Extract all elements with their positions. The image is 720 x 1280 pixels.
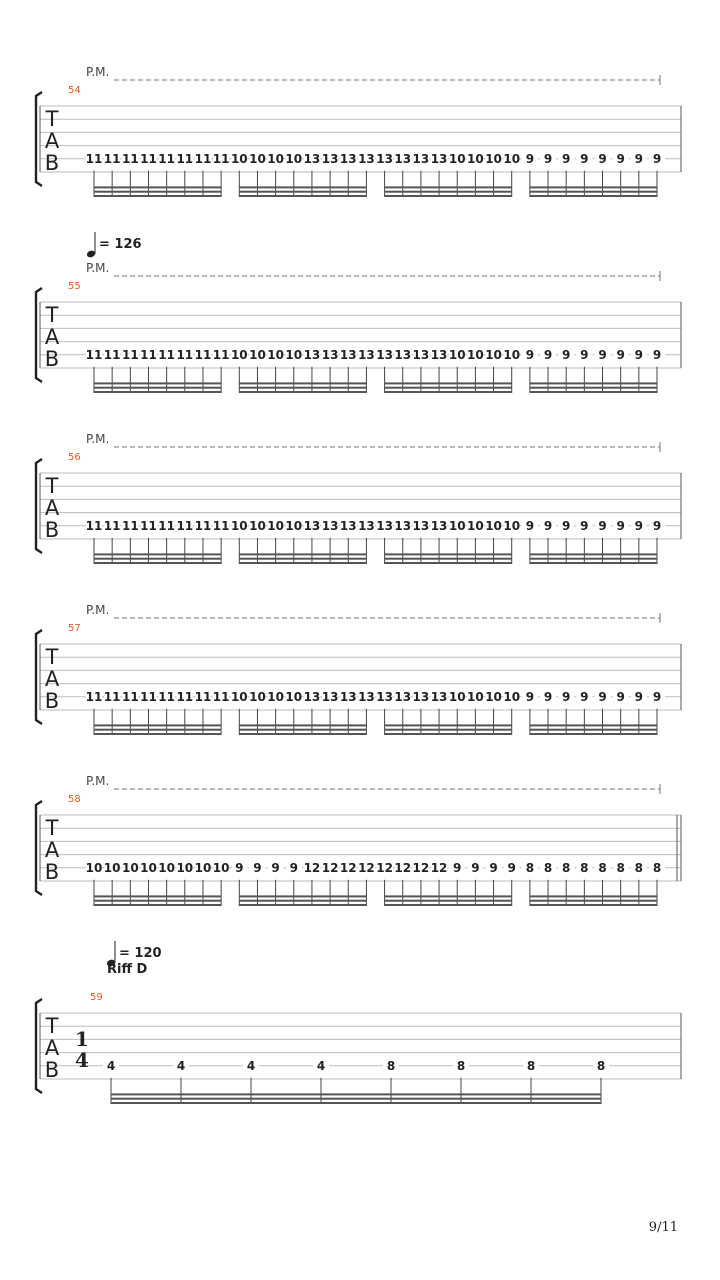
note-beam bbox=[385, 733, 512, 735]
note-beam bbox=[111, 1093, 601, 1095]
fret-number: 8 bbox=[596, 1058, 606, 1073]
fret-number: 11 bbox=[194, 518, 212, 533]
fret-number: 12 bbox=[430, 860, 448, 875]
fret-number: 11 bbox=[140, 518, 157, 533]
fret-number: 13 bbox=[394, 151, 412, 166]
fret-number: 10 bbox=[467, 518, 484, 533]
fret-number: 10 bbox=[140, 860, 157, 875]
fret-number: 10 bbox=[103, 860, 121, 875]
fret-number: 11 bbox=[140, 151, 157, 166]
fret-number: 9 bbox=[562, 689, 571, 704]
fret-number: 9 bbox=[471, 860, 480, 875]
fret-number: 13 bbox=[358, 518, 375, 533]
palm-mute-label: P.M. bbox=[86, 774, 110, 788]
fret-number: 10 bbox=[448, 151, 466, 166]
note-beam bbox=[239, 186, 366, 188]
fret-number: 9 bbox=[543, 518, 553, 533]
fret-number: 8 bbox=[562, 860, 571, 875]
note-beam bbox=[239, 724, 366, 726]
fret-number: 12 bbox=[339, 860, 357, 875]
note-beam bbox=[385, 195, 512, 197]
fret-number: 9 bbox=[525, 689, 535, 704]
note-beam bbox=[94, 191, 221, 193]
fret-number: 8 bbox=[580, 860, 589, 875]
fret-number: 10 bbox=[249, 518, 266, 533]
fret-number: 10 bbox=[485, 151, 502, 166]
fret-number: 11 bbox=[121, 151, 139, 166]
note-beam bbox=[530, 191, 657, 193]
tab-clef-b: B bbox=[44, 689, 60, 713]
fret-number: 11 bbox=[176, 347, 194, 362]
fret-number: 13 bbox=[339, 689, 357, 704]
note-beam bbox=[94, 387, 221, 389]
palm-mute-label: P.M. bbox=[86, 65, 110, 79]
fret-number: 13 bbox=[412, 518, 430, 533]
fret-number: 4 bbox=[246, 1058, 256, 1073]
note-beam bbox=[385, 186, 512, 188]
note-beam bbox=[530, 558, 657, 560]
note-beam bbox=[530, 195, 657, 197]
note-beam bbox=[239, 191, 366, 193]
fret-number: 10 bbox=[249, 347, 266, 362]
measure-number: 57 bbox=[68, 623, 81, 634]
fret-number: 9 bbox=[634, 518, 644, 533]
fret-number: 9 bbox=[562, 518, 571, 533]
fret-number: 11 bbox=[121, 347, 139, 362]
fret-number: 13 bbox=[321, 347, 339, 362]
fret-number: 8 bbox=[525, 860, 535, 875]
fret-number: 13 bbox=[430, 151, 448, 166]
fret-number: 9 bbox=[616, 518, 625, 533]
tab-clef-a: A bbox=[44, 129, 60, 153]
fret-number: 13 bbox=[430, 518, 448, 533]
note-beam bbox=[385, 391, 512, 393]
fret-number: 10 bbox=[230, 518, 248, 533]
fret-number: 8 bbox=[386, 1058, 396, 1073]
note-beam bbox=[530, 391, 657, 393]
fret-number: 13 bbox=[394, 689, 412, 704]
note-beam bbox=[239, 562, 366, 564]
fret-number: 13 bbox=[412, 347, 430, 362]
fret-number: 9 bbox=[235, 860, 244, 875]
fret-number: 13 bbox=[430, 689, 448, 704]
fret-number: 8 bbox=[652, 860, 662, 875]
note-beam bbox=[94, 733, 221, 735]
tab-clef-t: T bbox=[45, 816, 59, 840]
tab-clef-t: T bbox=[45, 645, 59, 669]
fret-number: 10 bbox=[176, 860, 194, 875]
fret-number: 11 bbox=[176, 518, 194, 533]
fret-number: 10 bbox=[285, 518, 303, 533]
fret-number: 10 bbox=[121, 860, 139, 875]
fret-number: 10 bbox=[467, 689, 484, 704]
fret-number: 11 bbox=[103, 347, 121, 362]
fret-number: 13 bbox=[376, 518, 393, 533]
note-beam bbox=[111, 1098, 601, 1100]
fret-number: 13 bbox=[394, 347, 412, 362]
note-beam bbox=[94, 382, 221, 384]
system-59 bbox=[36, 941, 681, 1104]
fret-number: 9 bbox=[543, 347, 553, 362]
fret-number: 9 bbox=[616, 689, 625, 704]
note-beam bbox=[530, 729, 657, 731]
note-beam bbox=[239, 553, 366, 555]
fret-number: 9 bbox=[543, 689, 553, 704]
fret-number: 9 bbox=[489, 860, 498, 875]
tab-clef-t: T bbox=[45, 474, 59, 498]
fret-number: 10 bbox=[285, 151, 303, 166]
fret-number: 12 bbox=[321, 860, 339, 875]
fret-number: 11 bbox=[85, 151, 103, 166]
fret-number: 9 bbox=[652, 518, 662, 533]
fret-number: 9 bbox=[525, 347, 535, 362]
tab-clef-b: B bbox=[44, 860, 60, 884]
note-beam bbox=[239, 391, 366, 393]
fret-number: 11 bbox=[103, 151, 121, 166]
fret-number: 11 bbox=[158, 689, 175, 704]
fret-number: 11 bbox=[103, 689, 121, 704]
fret-number: 11 bbox=[121, 689, 139, 704]
fret-number: 10 bbox=[467, 347, 484, 362]
note-beam bbox=[385, 562, 512, 564]
note-beam bbox=[94, 900, 221, 902]
system-57 bbox=[36, 603, 681, 735]
note-beam bbox=[530, 895, 657, 897]
note-beam bbox=[530, 382, 657, 384]
tempo-marking: = 120 bbox=[119, 946, 162, 961]
fret-number: 11 bbox=[176, 689, 194, 704]
note-beam bbox=[239, 387, 366, 389]
fret-number: 13 bbox=[339, 518, 357, 533]
fret-number: 9 bbox=[543, 151, 553, 166]
fret-number: 4 bbox=[106, 1058, 116, 1073]
note-beam bbox=[530, 387, 657, 389]
fret-number: 11 bbox=[194, 151, 212, 166]
fret-number: 13 bbox=[376, 151, 393, 166]
fret-number: 10 bbox=[85, 860, 103, 875]
system-54 bbox=[36, 65, 681, 197]
fret-number: 11 bbox=[212, 347, 230, 362]
fret-number: 9 bbox=[525, 518, 535, 533]
measure-number: 55 bbox=[68, 281, 81, 292]
measure-number: 54 bbox=[68, 85, 81, 96]
note-beam bbox=[239, 729, 366, 731]
note-beam bbox=[239, 904, 366, 906]
fret-number: 10 bbox=[485, 689, 502, 704]
fret-number: 10 bbox=[285, 689, 303, 704]
fret-number: 11 bbox=[212, 518, 230, 533]
fret-number: 10 bbox=[448, 518, 466, 533]
fret-number: 13 bbox=[303, 151, 321, 166]
fret-number: 11 bbox=[121, 518, 139, 533]
fret-number: 11 bbox=[176, 151, 194, 166]
note-beam bbox=[239, 895, 366, 897]
fret-number: 10 bbox=[503, 689, 521, 704]
note-beam bbox=[385, 191, 512, 193]
note-beam bbox=[530, 724, 657, 726]
note-beam bbox=[385, 895, 512, 897]
tab-clef-b: B bbox=[44, 1058, 60, 1082]
fret-number: 9 bbox=[525, 151, 535, 166]
note-beam bbox=[385, 382, 512, 384]
fret-number: 10 bbox=[212, 860, 230, 875]
fret-number: 8 bbox=[598, 860, 607, 875]
note-beam bbox=[94, 391, 221, 393]
note-beam bbox=[530, 553, 657, 555]
fret-number: 10 bbox=[503, 347, 521, 362]
fret-number: 9 bbox=[562, 151, 571, 166]
fret-number: 13 bbox=[339, 347, 357, 362]
fret-number: 13 bbox=[358, 347, 375, 362]
fret-number: 10 bbox=[194, 860, 212, 875]
fret-number: 11 bbox=[212, 151, 230, 166]
fret-number: 13 bbox=[394, 518, 412, 533]
palm-mute-label: P.M. bbox=[86, 261, 110, 275]
fret-number: 10 bbox=[485, 518, 502, 533]
note-beam bbox=[385, 904, 512, 906]
note-beam bbox=[385, 387, 512, 389]
fret-number: 10 bbox=[230, 151, 248, 166]
note-beam bbox=[239, 558, 366, 560]
note-beam bbox=[94, 724, 221, 726]
measure-number: 56 bbox=[68, 452, 81, 463]
fret-number: 8 bbox=[616, 860, 625, 875]
fret-number: 13 bbox=[412, 151, 430, 166]
fret-number: 11 bbox=[140, 347, 157, 362]
section-label: Riff D bbox=[107, 962, 148, 977]
fret-number: 13 bbox=[376, 689, 393, 704]
fret-number: 9 bbox=[598, 518, 607, 533]
fret-number: 10 bbox=[249, 151, 266, 166]
fret-number: 8 bbox=[634, 860, 644, 875]
fret-number: 13 bbox=[339, 151, 357, 166]
fret-number: 11 bbox=[103, 518, 121, 533]
fret-number: 9 bbox=[580, 151, 589, 166]
system-56 bbox=[36, 432, 681, 564]
tab-clef-b: B bbox=[44, 347, 60, 371]
fret-number: 13 bbox=[303, 518, 321, 533]
fret-number: 13 bbox=[376, 347, 393, 362]
fret-number: 11 bbox=[140, 689, 157, 704]
fret-number: 9 bbox=[253, 860, 262, 875]
fret-number: 12 bbox=[376, 860, 393, 875]
fret-number: 9 bbox=[507, 860, 516, 875]
fret-number: 9 bbox=[598, 689, 607, 704]
fret-number: 13 bbox=[321, 151, 339, 166]
note-beam bbox=[239, 733, 366, 735]
tab-clef-b: B bbox=[44, 518, 60, 542]
note-beam bbox=[385, 729, 512, 731]
fret-number: 10 bbox=[467, 151, 484, 166]
fret-number: 9 bbox=[652, 347, 662, 362]
note-beam bbox=[111, 1102, 601, 1104]
fret-number: 11 bbox=[158, 518, 175, 533]
note-beam bbox=[94, 558, 221, 560]
fret-number: 9 bbox=[634, 347, 644, 362]
fret-number: 13 bbox=[321, 689, 339, 704]
palm-mute-label: P.M. bbox=[86, 603, 110, 617]
fret-number: 11 bbox=[212, 689, 230, 704]
time-signature-top: 1 bbox=[75, 1027, 89, 1051]
tab-clef-a: A bbox=[44, 1036, 60, 1060]
fret-number: 11 bbox=[85, 518, 103, 533]
tab-clef-a: A bbox=[44, 667, 60, 691]
note-beam bbox=[530, 733, 657, 735]
fret-number: 10 bbox=[267, 151, 284, 166]
fret-number: 10 bbox=[267, 518, 284, 533]
fret-number: 9 bbox=[616, 151, 625, 166]
fret-number: 9 bbox=[634, 151, 644, 166]
fret-number: 12 bbox=[394, 860, 412, 875]
note-beam bbox=[94, 195, 221, 197]
note-beam bbox=[530, 904, 657, 906]
fret-number: 9 bbox=[562, 347, 571, 362]
note-beam bbox=[94, 186, 221, 188]
fret-number: 13 bbox=[412, 689, 430, 704]
tab-clef-t: T bbox=[45, 303, 59, 327]
fret-number: 10 bbox=[267, 689, 284, 704]
note-beam bbox=[94, 562, 221, 564]
note-beam bbox=[530, 900, 657, 902]
fret-number: 12 bbox=[412, 860, 430, 875]
fret-number: 11 bbox=[85, 689, 103, 704]
fret-number: 9 bbox=[580, 518, 589, 533]
tab-clef-b: B bbox=[44, 151, 60, 175]
fret-number: 9 bbox=[289, 860, 298, 875]
fret-number: 11 bbox=[158, 347, 175, 362]
tab-clef-t: T bbox=[45, 1014, 59, 1038]
fret-number: 10 bbox=[485, 347, 502, 362]
fret-number: 8 bbox=[543, 860, 553, 875]
fret-number: 11 bbox=[194, 689, 212, 704]
system-58 bbox=[36, 774, 681, 906]
fret-number: 10 bbox=[249, 689, 266, 704]
fret-number: 9 bbox=[598, 347, 607, 362]
note-beam bbox=[530, 562, 657, 564]
fret-number: 10 bbox=[230, 689, 248, 704]
tab-clef-a: A bbox=[44, 325, 60, 349]
fret-number: 9 bbox=[580, 347, 589, 362]
fret-number: 13 bbox=[303, 347, 321, 362]
fret-number: 9 bbox=[616, 347, 625, 362]
note-beam bbox=[239, 195, 366, 197]
fret-number: 11 bbox=[85, 347, 103, 362]
fret-number: 4 bbox=[176, 1058, 186, 1073]
fret-number: 9 bbox=[271, 860, 280, 875]
palm-mute-label: P.M. bbox=[86, 432, 110, 446]
note-beam bbox=[94, 553, 221, 555]
fret-number: 13 bbox=[321, 518, 339, 533]
page-number: 9/11 bbox=[648, 1220, 678, 1235]
fret-number: 11 bbox=[194, 347, 212, 362]
fret-number: 10 bbox=[230, 347, 248, 362]
note-beam bbox=[385, 724, 512, 726]
note-beam bbox=[239, 900, 366, 902]
note-beam bbox=[94, 895, 221, 897]
note-beam bbox=[239, 382, 366, 384]
note-beam bbox=[385, 900, 512, 902]
fret-number: 9 bbox=[652, 151, 662, 166]
tab-clef-a: A bbox=[44, 838, 60, 862]
fret-number: 10 bbox=[503, 151, 521, 166]
note-beam bbox=[94, 904, 221, 906]
fret-number: 10 bbox=[267, 347, 284, 362]
fret-number: 8 bbox=[456, 1058, 466, 1073]
tab-clef-a: A bbox=[44, 496, 60, 520]
fret-number: 11 bbox=[158, 151, 175, 166]
fret-number: 9 bbox=[652, 689, 662, 704]
fret-number: 10 bbox=[158, 860, 175, 875]
tab-clef-t: T bbox=[45, 107, 59, 131]
fret-number: 12 bbox=[358, 860, 375, 875]
fret-number: 9 bbox=[453, 860, 462, 875]
fret-number: 9 bbox=[598, 151, 607, 166]
fret-number: 8 bbox=[526, 1058, 536, 1073]
fret-number: 10 bbox=[503, 518, 521, 533]
fret-number: 9 bbox=[634, 689, 644, 704]
fret-number: 4 bbox=[316, 1058, 326, 1073]
system-55 bbox=[36, 232, 681, 393]
note-beam bbox=[385, 558, 512, 560]
note-beam bbox=[94, 729, 221, 731]
measure-number: 58 bbox=[68, 794, 81, 805]
note-beam bbox=[385, 553, 512, 555]
fret-number: 13 bbox=[358, 689, 375, 704]
fret-number: 13 bbox=[358, 151, 375, 166]
fret-number: 12 bbox=[303, 860, 321, 875]
fret-number: 10 bbox=[448, 347, 466, 362]
measure-number: 59 bbox=[90, 992, 103, 1003]
note-beam bbox=[530, 186, 657, 188]
tempo-marking: = 126 bbox=[99, 237, 142, 252]
fret-number: 10 bbox=[448, 689, 466, 704]
fret-number: 10 bbox=[285, 347, 303, 362]
fret-number: 13 bbox=[430, 347, 448, 362]
fret-number: 13 bbox=[303, 689, 321, 704]
time-signature-bottom: 4 bbox=[75, 1048, 89, 1072]
fret-number: 9 bbox=[580, 689, 589, 704]
